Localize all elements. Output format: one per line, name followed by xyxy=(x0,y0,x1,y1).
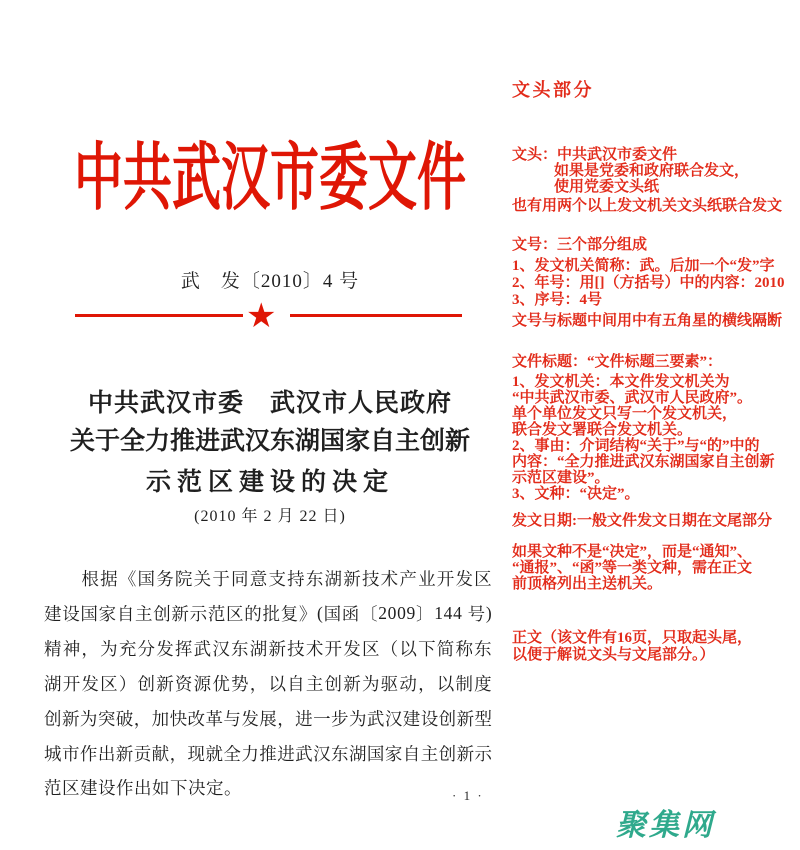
separator-line-left xyxy=(75,314,243,317)
body-text-line: 根 据 《 国 务 院 关 于 同 意 支 持 东 湖 新 技 术 产 业 开 发 区 xyxy=(81,569,492,589)
annotation-line: 文号：三个部分组成 xyxy=(512,237,648,253)
annotation-line: 正文（该文件有16页，只取起头尾， xyxy=(512,630,753,646)
annotation-line: “通报”、“函”等一类文种，需在正文 xyxy=(512,560,753,576)
site-watermark: 聚集网 xyxy=(616,809,715,842)
annotation-line: 以便于解说文头与文尾部分。） xyxy=(512,647,715,663)
document-title-line: 中共武汉市委 武汉市人民政府 xyxy=(87,390,452,417)
annotation-line: 也有用两个以上发文机关文头纸联合发文 xyxy=(512,198,783,214)
document-number: 武 发〔2010〕4 号 xyxy=(180,271,360,292)
annotation-line: 3、文种：“决定”。 xyxy=(512,486,640,502)
annotation-block-wentou xyxy=(512,147,782,214)
body-text-line: 精 神 ， 为 充 分 发 挥 武 汉 东 湖 新 技 术 开 发 区 （ 以 下 简 称 东 xyxy=(44,639,492,659)
annotation-block-wenhao xyxy=(512,237,785,330)
annotation-line: 内容：“全力推进武汉东湖国家自主创新 xyxy=(512,454,775,470)
annotation-line: 2、年号：用[]（方括号）中的内容：2010 xyxy=(512,275,785,291)
annotation-line: 发文日期:一般文件发文日期在文尾部分 xyxy=(512,513,772,529)
annotation-line: 文号与标题中间用中有五角星的横线隔断 xyxy=(512,313,783,329)
annotation-line: 使用党委文头纸 xyxy=(554,179,660,195)
body-text-line: 湖 开 发 区 ） 创 新 资 源 优 势 ， 以 自 主 创 新 为 驱 动 ， 以 制 度 xyxy=(44,674,492,694)
annotation-line: 联合发文署联合发文机关。 xyxy=(512,422,693,438)
annotation-block-zhusong xyxy=(512,544,752,592)
annotation-line: 单个单位发文只写一个发文机关， xyxy=(512,406,738,422)
body-text-line: 范区建设作出如下决定。 xyxy=(44,778,242,798)
separator-line-right xyxy=(290,314,462,317)
annotation-block-title xyxy=(512,354,775,529)
document-masthead: 中共武汉市委文件 xyxy=(73,136,466,219)
annotation-line: “中共武汉市委、武汉市人民政府”。 xyxy=(512,390,753,406)
document-date: (2010 年 2 月 22 日) xyxy=(194,508,346,525)
annotation-section-heading: 文头部分 xyxy=(512,80,594,100)
annotation-line: 1、发文机关：本文件发文机关为 xyxy=(512,374,730,390)
body-text-line: 建 设 国 家 自 主 创 新 示 范 区 的 批 复 》 ( 国 函 〔 2 0 0 9 〕 1 4 4 号 ) xyxy=(44,603,492,624)
annotation-line: 2、事由：介词结构“关于”与“的”中的 xyxy=(512,438,760,454)
annotation-line: 文头：中共武汉市委文件 xyxy=(512,147,678,163)
document-title-line: 关于全力推进武汉东湖国家自主创新 xyxy=(69,428,470,455)
document-body-paragraph xyxy=(44,561,492,806)
annotation-line: 文件标题：“文件标题三要素”： xyxy=(512,354,723,370)
page-number: · 1 · xyxy=(452,788,484,803)
annotation-line: 前顶格列出主送机关。 xyxy=(512,576,663,592)
annotation-line: 如果文种不是“决定”，而是“通知”、 xyxy=(512,544,753,560)
annotation-line: 如果是党委和政府联合发文， xyxy=(554,163,750,179)
document-title-line: 示范区建设的决定 xyxy=(145,469,394,496)
annotation-line: 3、序号：4号 xyxy=(512,292,603,308)
annotation-line: 1、发文机关简称：武。后加一个“发”字 xyxy=(512,258,775,274)
body-text-line: 创 新 为 突 破 ， 加 快 改 革 与 发 展 ， 进 一 步 为 武 汉 建 设 创 新 型 xyxy=(44,709,492,729)
red-star-icon: ★ xyxy=(246,298,277,335)
annotation-line: 示范区建设”。 xyxy=(512,470,610,486)
annotation-block-zhengwen xyxy=(512,630,752,664)
body-text-line: 城 市 作 出 新 贡 献 ， 现 就 全 力 推 进 武 汉 东 湖 国 家 自 主 创 新 示 xyxy=(44,744,492,764)
